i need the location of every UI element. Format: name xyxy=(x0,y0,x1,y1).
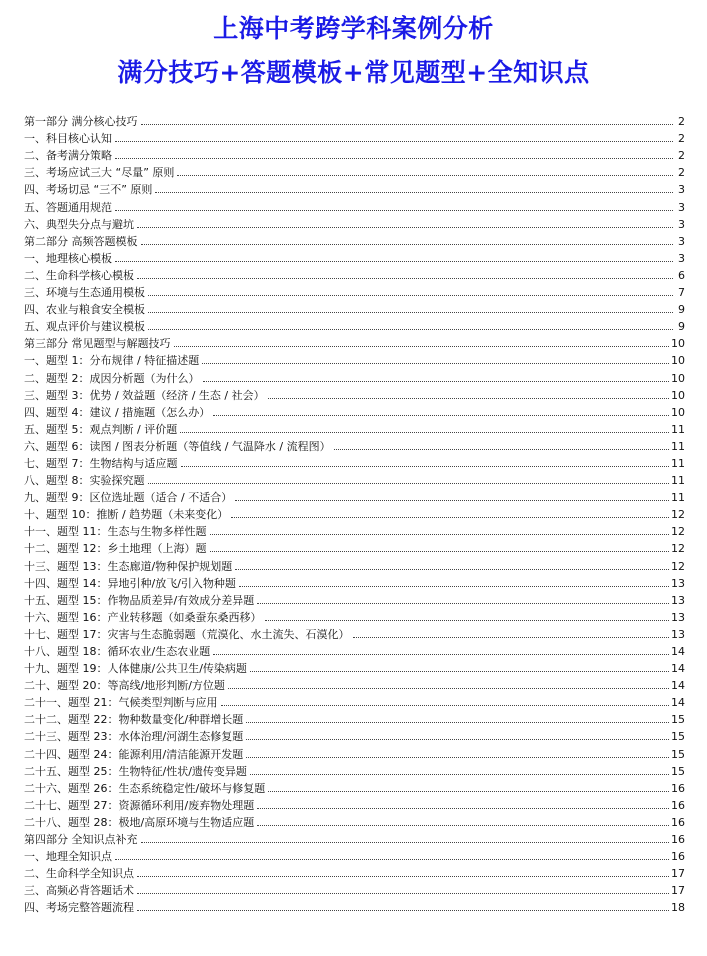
toc-dot-leader xyxy=(250,671,669,672)
toc-entry-page-number: 13 xyxy=(671,593,685,607)
toc-entry[interactable] xyxy=(24,402,685,419)
toc-entry[interactable] xyxy=(24,385,685,402)
toc-dot-leader xyxy=(137,876,669,877)
toc-entry[interactable] xyxy=(24,453,685,470)
toc-entry-page-number: 17 xyxy=(671,867,685,881)
toc-entry-page-number: 9 xyxy=(678,320,685,334)
toc-entry[interactable] xyxy=(24,248,685,265)
toc-entry[interactable] xyxy=(24,812,685,829)
toc-entry[interactable] xyxy=(24,863,685,880)
toc-entry-page-number: 3 xyxy=(678,200,685,214)
toc-entry[interactable] xyxy=(24,350,685,367)
toc-entry[interactable] xyxy=(24,658,685,675)
toc-entry[interactable] xyxy=(24,162,685,179)
toc-entry[interactable] xyxy=(24,897,685,914)
toc-entry[interactable] xyxy=(24,128,685,145)
toc-entry-page-number: 16 xyxy=(671,798,685,812)
toc-dot-leader xyxy=(228,688,669,689)
toc-entry-label: 十四、题型 14：异地引种/放飞/引入物种题 xyxy=(24,576,236,590)
toc-dot-leader xyxy=(268,398,669,399)
toc-dot-leader xyxy=(250,774,669,775)
toc-entry-label: 十九、题型 19：人体健康/公共卫生/传染病题 xyxy=(24,662,247,676)
toc-entry-page-number: 10 xyxy=(671,354,685,368)
toc-entry-label: 二十、题型 20：等高线/地形判断/方位题 xyxy=(24,679,225,693)
toc-entry-label: 二、生命科学核心模板 xyxy=(24,268,134,282)
toc-entry-page-number: 10 xyxy=(671,371,685,385)
toc-entry[interactable] xyxy=(24,111,685,128)
toc-entry-label: 第一部分 满分核心技巧 xyxy=(24,115,138,129)
toc-dot-leader xyxy=(235,569,669,570)
table-of-contents xyxy=(24,111,685,914)
toc-entry-page-number: 17 xyxy=(671,884,685,898)
toc-entry-page-number: 11 xyxy=(671,491,685,505)
toc-dot-leader xyxy=(115,210,673,211)
toc-dot-leader xyxy=(115,859,669,860)
toc-entry-label: 三、环境与生态通用模板 xyxy=(24,286,145,300)
toc-entry-label: 十二、题型 12：乡土地理（上海）题 xyxy=(24,542,207,556)
toc-dot-leader xyxy=(257,825,669,826)
toc-entry-label: 二十二、题型 22：物种数量变化/种群增长题 xyxy=(24,713,244,727)
toc-dot-leader xyxy=(268,791,669,792)
toc-entry-label: 第二部分 高频答题模板 xyxy=(24,234,138,248)
toc-entry[interactable] xyxy=(24,316,685,333)
toc-entry-label: 二十八、题型 28：极地/高原环境与生物适应题 xyxy=(24,815,255,829)
toc-entry-page-number: 12 xyxy=(671,525,685,539)
toc-entry-page-number: 14 xyxy=(671,662,685,676)
toc-entry-label: 十、题型 10：推断 / 趋势题（未来变化） xyxy=(24,508,229,522)
toc-dot-leader xyxy=(221,705,670,706)
toc-entry-label: 十一、题型 11：生态与生物多样性题 xyxy=(24,525,207,539)
toc-entry-page-number: 2 xyxy=(678,149,685,163)
page-title: 上海中考跨学科案例分析 xyxy=(213,14,494,43)
toc-entry-page-number: 13 xyxy=(671,610,685,624)
toc-entry-page-number: 15 xyxy=(671,747,685,761)
toc-entry[interactable] xyxy=(24,761,685,778)
toc-entry[interactable] xyxy=(24,726,685,743)
toc-entry-label: 十七、题型 17：灾害与生态脆弱题（荒漠化、水土流失、石漠化） xyxy=(24,627,350,641)
toc-entry[interactable] xyxy=(24,231,685,248)
toc-entry-page-number: 10 xyxy=(671,405,685,419)
toc-entry-page-number: 15 xyxy=(671,764,685,778)
toc-entry-label: 五、观点评价与建议模板 xyxy=(24,320,145,334)
toc-entry-page-number: 3 xyxy=(678,183,685,197)
toc-entry-label: 九、题型 9：区位选址题（适合 / 不适合） xyxy=(24,491,233,505)
toc-entry-label: 二十六、题型 26：生态系统稳定性/破坏与修复题 xyxy=(24,781,266,795)
toc-dot-leader xyxy=(181,466,670,467)
toc-entry[interactable] xyxy=(24,282,685,299)
toc-entry-label: 五、答题通用规范 xyxy=(24,200,112,214)
toc-entry-page-number: 12 xyxy=(671,559,685,573)
toc-entry[interactable] xyxy=(24,846,685,863)
toc-entry-page-number: 14 xyxy=(671,679,685,693)
toc-entry-page-number: 13 xyxy=(671,627,685,641)
toc-entry-page-number: 15 xyxy=(671,713,685,727)
toc-entry-label: 一、科目核心认知 xyxy=(24,132,112,146)
toc-entry[interactable] xyxy=(24,675,685,692)
toc-dot-leader xyxy=(246,739,669,740)
toc-dot-leader xyxy=(180,432,669,433)
toc-dot-leader xyxy=(177,175,673,176)
toc-entry[interactable] xyxy=(24,778,685,795)
toc-entry-page-number: 2 xyxy=(678,166,685,180)
toc-entry-page-number: 6 xyxy=(678,268,685,282)
toc-entry-label: 三、题型 3：优势 / 效益题（经济 / 生态 / 社会） xyxy=(24,388,265,402)
toc-entry[interactable] xyxy=(24,436,685,453)
toc-entry[interactable] xyxy=(24,419,685,436)
toc-entry[interactable] xyxy=(24,265,685,282)
toc-entry-label: 三、考场应试三大 “尽量” 原则 xyxy=(24,166,175,180)
toc-dot-leader xyxy=(137,910,669,911)
toc-entry[interactable] xyxy=(24,641,685,658)
toc-entry-page-number: 3 xyxy=(678,234,685,248)
toc-entry-label: 十六、题型 16：产业转移题（如桑蚕东桑西移） xyxy=(24,610,262,624)
toc-dot-leader xyxy=(257,603,669,604)
toc-dot-leader xyxy=(141,244,674,245)
toc-entry-label: 二十三、题型 23：水体治理/河湖生态修复题 xyxy=(24,730,244,744)
toc-dot-leader xyxy=(115,158,673,159)
toc-entry-label: 四、农业与粮食安全模板 xyxy=(24,303,145,317)
toc-entry-label: 四、题型 4：建议 / 措施题（怎么办） xyxy=(24,405,211,419)
toc-entry-page-number: 16 xyxy=(671,781,685,795)
toc-entry[interactable] xyxy=(24,795,685,812)
toc-dot-leader xyxy=(265,620,670,621)
toc-entry-page-number: 11 xyxy=(671,439,685,453)
toc-dot-leader xyxy=(148,483,670,484)
toc-dot-leader xyxy=(137,893,669,894)
toc-entry[interactable] xyxy=(24,214,685,231)
toc-dot-leader xyxy=(246,757,669,758)
toc-dot-leader xyxy=(115,261,673,262)
toc-entry[interactable] xyxy=(24,607,685,624)
toc-entry[interactable] xyxy=(24,333,685,350)
toc-dot-leader xyxy=(203,381,670,382)
toc-entry-label: 六、题型 6：读图 / 图表分析题（等值线 / 气温降水 / 流程图） xyxy=(24,439,331,453)
toc-entry-page-number: 9 xyxy=(678,303,685,317)
toc-dot-leader xyxy=(239,586,669,587)
toc-entry[interactable] xyxy=(24,624,685,641)
toc-entry-label: 二、备考满分策略 xyxy=(24,149,112,163)
toc-entry-page-number: 18 xyxy=(671,901,685,915)
toc-dot-leader xyxy=(155,192,673,193)
toc-entry[interactable] xyxy=(24,743,685,760)
toc-entry[interactable] xyxy=(24,692,685,709)
toc-entry[interactable] xyxy=(24,709,685,726)
toc-entry[interactable] xyxy=(24,196,685,213)
toc-entry[interactable] xyxy=(24,367,685,384)
toc-entry[interactable] xyxy=(24,521,685,538)
toc-entry-label: 二十五、题型 25：生物特征/性状/遗传变异题 xyxy=(24,764,247,778)
toc-entry-label: 二十七、题型 27：资源循环利用/废弃物处理题 xyxy=(24,798,255,812)
toc-entry-page-number: 2 xyxy=(678,115,685,129)
toc-entry[interactable] xyxy=(24,538,685,555)
toc-entry[interactable] xyxy=(24,487,685,504)
toc-entry-label: 十五、题型 15：作物品质差异/有效成分差异题 xyxy=(24,593,255,607)
toc-entry-page-number: 2 xyxy=(678,132,685,146)
toc-entry-page-number: 16 xyxy=(671,850,685,864)
toc-dot-leader xyxy=(148,329,673,330)
toc-entry-label: 十三、题型 13：生态廊道/物种保护规划题 xyxy=(24,559,233,573)
toc-entry-page-number: 15 xyxy=(671,730,685,744)
toc-entry[interactable] xyxy=(24,573,685,590)
toc-entry-page-number: 3 xyxy=(678,217,685,231)
toc-entry-page-number: 10 xyxy=(671,337,685,351)
toc-entry-page-number: 11 xyxy=(671,422,685,436)
toc-entry-page-number: 16 xyxy=(671,833,685,847)
toc-dot-leader xyxy=(353,637,670,638)
toc-entry-label: 五、题型 5：观点判断 / 评价题 xyxy=(24,422,178,436)
toc-dot-leader xyxy=(213,654,669,655)
toc-entry[interactable] xyxy=(24,555,685,572)
page-subtitle: 满分技巧+答题模板+常见题型+全知识点 xyxy=(117,58,590,87)
toc-entry[interactable] xyxy=(24,829,685,846)
toc-entry-page-number: 12 xyxy=(671,508,685,522)
toc-entry-label: 第四部分 全知识点补充 xyxy=(24,833,138,847)
toc-entry-label: 第三部分 常见题型与解题技巧 xyxy=(24,337,171,351)
toc-entry-label: 二十四、题型 24：能源利用/清洁能源开发题 xyxy=(24,747,244,761)
toc-entry-label: 六、典型失分点与避坑 xyxy=(24,217,134,231)
toc-dot-leader xyxy=(257,808,669,809)
toc-entry-page-number: 12 xyxy=(671,542,685,556)
toc-entry-page-number: 10 xyxy=(671,388,685,402)
toc-dot-leader xyxy=(141,842,670,843)
toc-dot-leader xyxy=(210,534,670,535)
toc-dot-leader xyxy=(174,346,670,347)
toc-entry[interactable] xyxy=(24,880,685,897)
toc-dot-leader xyxy=(148,312,673,313)
toc-dot-leader xyxy=(210,551,670,552)
toc-entry-page-number: 11 xyxy=(671,456,685,470)
toc-entry-label: 一、地理核心模板 xyxy=(24,251,112,265)
toc-entry[interactable] xyxy=(24,590,685,607)
toc-dot-leader xyxy=(231,517,669,518)
toc-dot-leader xyxy=(115,141,673,142)
toc-dot-leader xyxy=(213,415,669,416)
toc-entry[interactable] xyxy=(24,145,685,162)
toc-entry-label: 七、题型 7：生物结构与适应题 xyxy=(24,456,178,470)
toc-entry-label: 二、生命科学全知识点 xyxy=(24,867,134,881)
toc-dot-leader xyxy=(141,124,674,125)
toc-entry-label: 十八、题型 18：循环农业/生态农业题 xyxy=(24,645,211,658)
toc-entry-page-number: 7 xyxy=(678,286,685,300)
toc-entry-page-number: 16 xyxy=(671,815,685,829)
toc-dot-leader xyxy=(137,278,673,279)
toc-entry-page-number: 14 xyxy=(671,696,685,710)
toc-dot-leader xyxy=(246,722,669,723)
toc-entry[interactable] xyxy=(24,299,685,316)
toc-entry-label: 三、高频必背答题话术 xyxy=(24,884,134,898)
toc-entry-label: 一、题型 1：分布规律 / 特征描述题 xyxy=(24,354,200,368)
toc-entry-page-number: 3 xyxy=(678,251,685,265)
toc-dot-leader xyxy=(137,227,673,228)
toc-entry-page-number: 13 xyxy=(671,576,685,590)
toc-entry-label: 一、地理全知识点 xyxy=(24,850,112,864)
toc-entry-label: 八、题型 8：实验探究题 xyxy=(24,474,145,488)
toc-dot-leader xyxy=(235,500,669,501)
toc-entry-label: 二、题型 2：成因分析题（为什么） xyxy=(24,371,200,385)
toc-entry[interactable] xyxy=(24,179,685,196)
toc-dot-leader xyxy=(202,363,669,364)
toc-entry[interactable] xyxy=(24,504,685,521)
toc-entry-label: 四、考场完整答题流程 xyxy=(24,901,134,915)
toc-dot-leader xyxy=(148,295,673,296)
toc-dot-leader xyxy=(334,449,669,450)
toc-entry-label: 四、考场切忌 “三不” 原则 xyxy=(24,183,153,197)
toc-entry-page-number: 11 xyxy=(671,474,685,488)
toc-entry-label: 二十一、题型 21：气候类型判断与应用 xyxy=(24,696,218,710)
toc-entry[interactable] xyxy=(24,470,685,487)
toc-entry-page-number: 14 xyxy=(671,645,685,658)
